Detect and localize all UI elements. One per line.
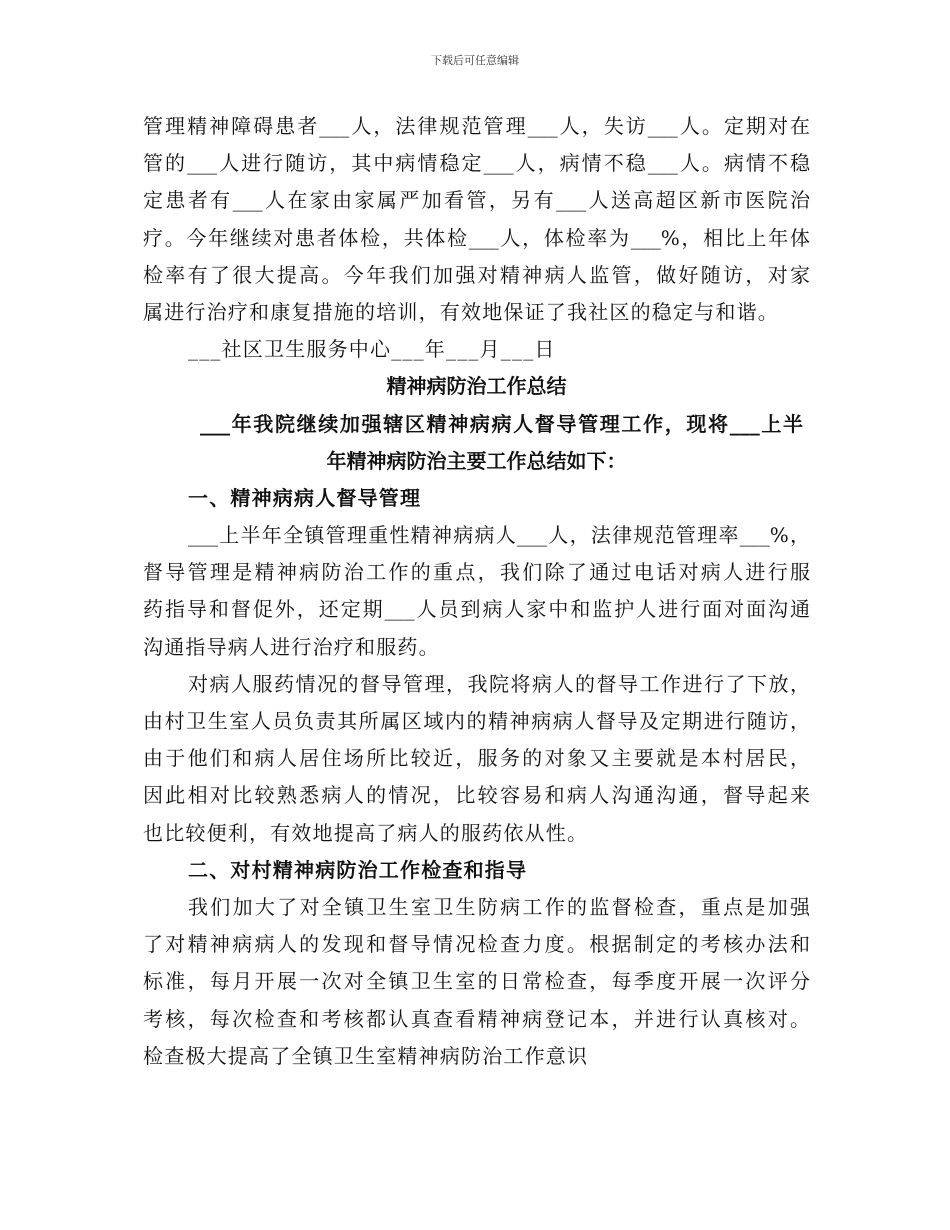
paragraph-line: 属进行治疗和康复措施的培训，有效地保证了我社区的稳定与和谐。 bbox=[143, 299, 779, 324]
paragraph-line: 管理精神障碍患者___人，法律规范管理___人，失访___人。定期对在 bbox=[143, 114, 810, 138]
document-title: 精神病防治工作总结 bbox=[386, 374, 567, 399]
paragraph-line: ___上半年全镇管理重性精神病病人___人，法律规范管理率___%， bbox=[188, 523, 810, 548]
paragraph-line: 检率有了很大提高。今年我们加强对精神病人监管，做好随访，对家 bbox=[143, 262, 810, 287]
paragraph-line: 标准，每月开展一次对全镇卫生室的日常检查，每季度开展一次评分 bbox=[143, 969, 810, 994]
paragraph-line: 由于他们和病人居住场所比较近，服务的对象又主要就是本村居民， bbox=[143, 746, 810, 771]
paragraph-line: 也比较便利，有效地提高了病人的服药依从性。 bbox=[143, 820, 589, 845]
paragraph-line: 督导管理是精神病防治工作的重点，我们除了通过电话对病人进行服 bbox=[143, 560, 810, 585]
signature-line: ___社区卫生服务中心___年___月___日 bbox=[188, 337, 556, 362]
intro-line: ___年我院继续加强辖区精神病病人督导管理工作，现将___上半 bbox=[200, 411, 803, 436]
paragraph-line: 由村卫生室人员负责其所属区域内的精神病病人督导及定期进行随访， bbox=[143, 709, 810, 733]
paragraph-line: 药指导和督促外，还定期___人员到病人家中和监护人进行面对面沟通 bbox=[143, 597, 810, 622]
intro-line: 年精神病防治主要工作总结如下： bbox=[326, 448, 627, 473]
section-heading: 一、精神病病人督导管理 bbox=[188, 485, 422, 510]
paragraph-line: 定患者有___人在家由家属严加看管，另有___人送高超区新市医院治 bbox=[143, 188, 810, 213]
paragraph-line: 对病人服药情况的督导管理，我院将病人的督导工作进行了下放， bbox=[188, 671, 810, 696]
document-body bbox=[143, 108, 810, 1075]
paragraph-line: 因此相对比较熟悉病人的情况，比较容易和病人沟通沟通，督导起来 bbox=[143, 783, 810, 808]
paragraph-line: 沟通指导病人进行治疗和服药。 bbox=[143, 634, 440, 659]
paragraph-line: 疗。今年继续对患者体检，共体检___人，体检率为___%，相比上年体 bbox=[143, 225, 810, 250]
page-header-note: 下载后可任意编辑 bbox=[431, 54, 519, 67]
paragraph-line: 检查极大提高了全镇卫生室精神病防治工作意识 bbox=[143, 1043, 589, 1068]
paragraph-line: 管的___人进行随访，其中病情稳定___人，病情不稳___人。病情不稳 bbox=[143, 151, 810, 176]
paragraph-line: 考核，每次检查和考核都认真查看精神病登记本，并进行认真核对。 bbox=[143, 1006, 810, 1031]
section-heading: 二、对村精神病防治工作检查和指导 bbox=[188, 857, 528, 882]
paragraph-line: 我们加大了对全镇卫生室卫生防病工作的监督检查，重点是加强 bbox=[188, 894, 810, 919]
paragraph-line: 了对精神病病人的发现和督导情况检查力度。根据制定的考核办法和 bbox=[143, 932, 810, 957]
